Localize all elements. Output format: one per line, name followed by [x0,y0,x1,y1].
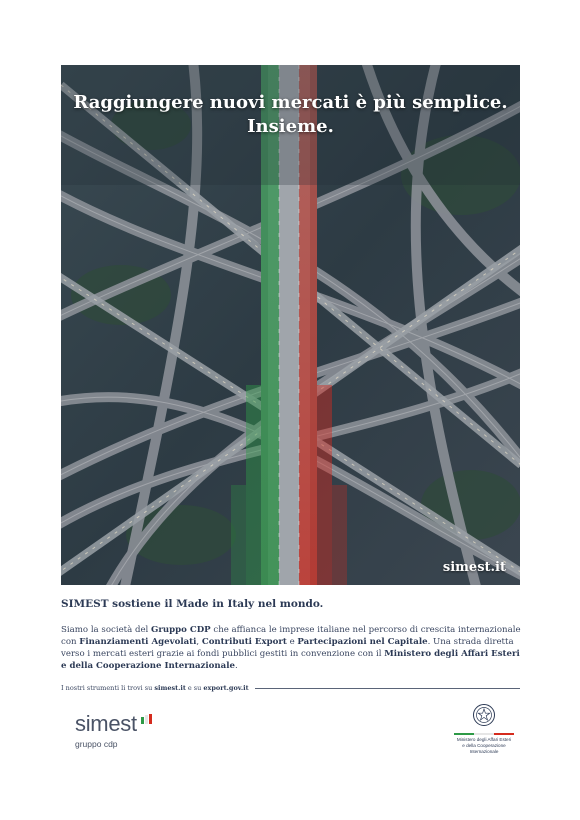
body-text: . Una strada diretta verso i mercati esteri grazie ai fondi pubblici gestiti in convenzione con il [61,637,514,659]
simest-logo [75,711,165,751]
hero-url[interactable]: simest.it [442,560,506,575]
body-bold: Gruppo CDP [151,625,211,635]
body-paragraph [61,624,523,672]
hero-title-line1: Raggiungere nuovi mercati è più semplice. [73,92,508,113]
hero-title [61,91,520,139]
body-text: , [196,637,202,647]
highway-interchange-illustration [61,65,520,585]
italian-flag-icon [141,714,153,724]
body-text: . [234,661,238,671]
body-text: che affianca le imprese italiane nel percorso di crescita internazionale con [61,625,521,647]
body-text: Siamo la società del [61,625,152,635]
divider-rule [255,688,520,689]
italian-emblem-icon [472,703,496,727]
hero-image [61,65,520,585]
simest-subtitle: gruppo cdp [75,739,118,749]
ministry-name [448,737,520,755]
ministry-line2: e della Cooperazione Internazionale [462,743,506,754]
simest-wordmark: simest [75,711,137,736]
body-bold: Contributi Export [201,637,287,647]
tools-link-export[interactable]: export.gov.it [203,684,249,692]
tools-line [61,682,520,694]
body-bold: Partecipazioni nel Capitale [297,637,428,647]
tools-prefix: I nostri strumenti li trovi su [61,684,153,692]
ministry-logo [448,703,520,759]
body-bold: Ministero degli Affari Esteri e della Cooperazione Internazionale [61,649,520,671]
body-bold: Finanziamenti Agevolati [79,637,197,647]
ministry-tricolor-bar [454,733,514,735]
tools-link-simest[interactable]: simest.it [154,684,186,692]
headline: SIMEST sostiene il Made in Italy nel mondo. [61,598,324,610]
body-text: e [286,637,298,647]
hero-title-line2: Insieme. [247,116,334,137]
tools-middle: e su [187,684,202,692]
ministry-line1: Ministero degli Affari Esteri [456,737,512,742]
